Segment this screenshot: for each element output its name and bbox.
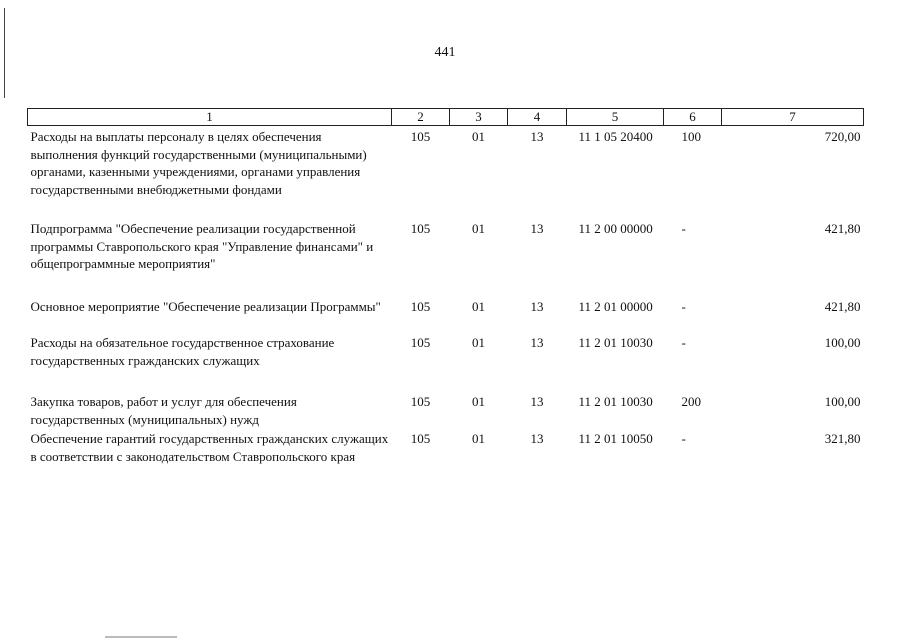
column-header: 2 — [392, 109, 450, 126]
section-code-cell: 01 — [472, 299, 485, 314]
ministry-code-cell: 105 — [410, 299, 431, 314]
ministry-code-cell: 105 — [410, 129, 431, 144]
budget-table — [27, 108, 864, 465]
expense-type-cell: 200 — [681, 394, 701, 409]
amount-cell: 100,00 — [824, 335, 861, 350]
target-article-cell: 11 2 01 10050 — [578, 431, 653, 446]
expense-name-cell: Расходы на выплаты персоналу в целях обеспечения выполнения функций государственными (муниципальными) органами, казенными учреждениями, органами управления государственными внебюджетными фондами — [30, 129, 367, 197]
amount-cell: 720,00 — [824, 129, 861, 144]
target-article-cell: 11 1 05 20400 — [578, 129, 653, 144]
expense-type-cell: - — [681, 221, 686, 236]
column-header: 1 — [28, 109, 392, 126]
subsection-code-cell: 13 — [530, 129, 544, 144]
ministry-code-cell: 105 — [410, 221, 431, 236]
table-row — [28, 218, 864, 296]
target-article-cell: 11 2 01 10030 — [578, 335, 653, 350]
amount-cell: 100,00 — [824, 394, 861, 409]
ministry-code-cell: 105 — [410, 394, 431, 409]
section-code-cell: 01 — [472, 394, 485, 409]
subsection-code-cell: 13 — [530, 394, 544, 409]
section-code-cell: 01 — [472, 431, 485, 446]
subsection-code-cell: 13 — [530, 221, 544, 236]
expense-name-cell: Подпрограмма "Обеспечение реализации государственной программы Ставропольского края "Управление финансами" и общепрограммные мероприятия" — [30, 221, 374, 271]
section-code-cell: 01 — [472, 221, 485, 236]
scan-artifact — [105, 636, 177, 638]
expense-type-cell: 100 — [681, 129, 701, 144]
expense-type-cell: - — [681, 335, 686, 350]
expense-type-cell: - — [681, 431, 686, 446]
column-header: 4 — [508, 109, 567, 126]
section-code-cell: 01 — [472, 335, 485, 350]
table-header-row — [28, 109, 864, 126]
table-row — [28, 126, 864, 219]
page-number: 441 — [434, 45, 456, 60]
expense-name-cell: Закупка товаров, работ и услуг для обеспечения государственных (муниципальных) нужд — [30, 394, 297, 427]
subsection-code-cell: 13 — [530, 335, 544, 350]
target-article-cell: 11 2 01 10030 — [578, 394, 653, 409]
ministry-code-cell: 105 — [410, 335, 431, 350]
expense-type-cell: - — [681, 299, 686, 314]
amount-cell: 421,80 — [824, 299, 861, 314]
table-row — [28, 296, 864, 332]
column-header: 5 — [567, 109, 664, 126]
ministry-code-cell: 105 — [410, 431, 431, 446]
amount-cell: 421,80 — [824, 221, 861, 236]
expense-name-cell: Расходы на обязательное государственное страхование государственных гражданских служащих — [30, 335, 335, 368]
section-code-cell: 01 — [472, 129, 485, 144]
table-row — [28, 372, 864, 428]
amount-cell: 321,80 — [824, 431, 861, 446]
subsection-code-cell: 13 — [530, 431, 544, 446]
column-header: 7 — [722, 109, 864, 126]
page-edge-line — [4, 8, 5, 98]
subsection-code-cell: 13 — [530, 299, 544, 314]
table-row — [28, 428, 864, 465]
column-header: 6 — [664, 109, 722, 126]
expense-name-cell: Основное мероприятие "Обеспечение реализации Программы" — [30, 299, 381, 314]
expense-name-cell: Обеспечение гарантий государственных гражданских служащих в соответствии с законодательством Ставропольского края — [30, 431, 389, 464]
target-article-cell: 11 2 00 00000 — [578, 221, 653, 236]
column-header: 3 — [450, 109, 508, 126]
target-article-cell: 11 2 01 00000 — [578, 299, 653, 314]
table-row — [28, 332, 864, 372]
